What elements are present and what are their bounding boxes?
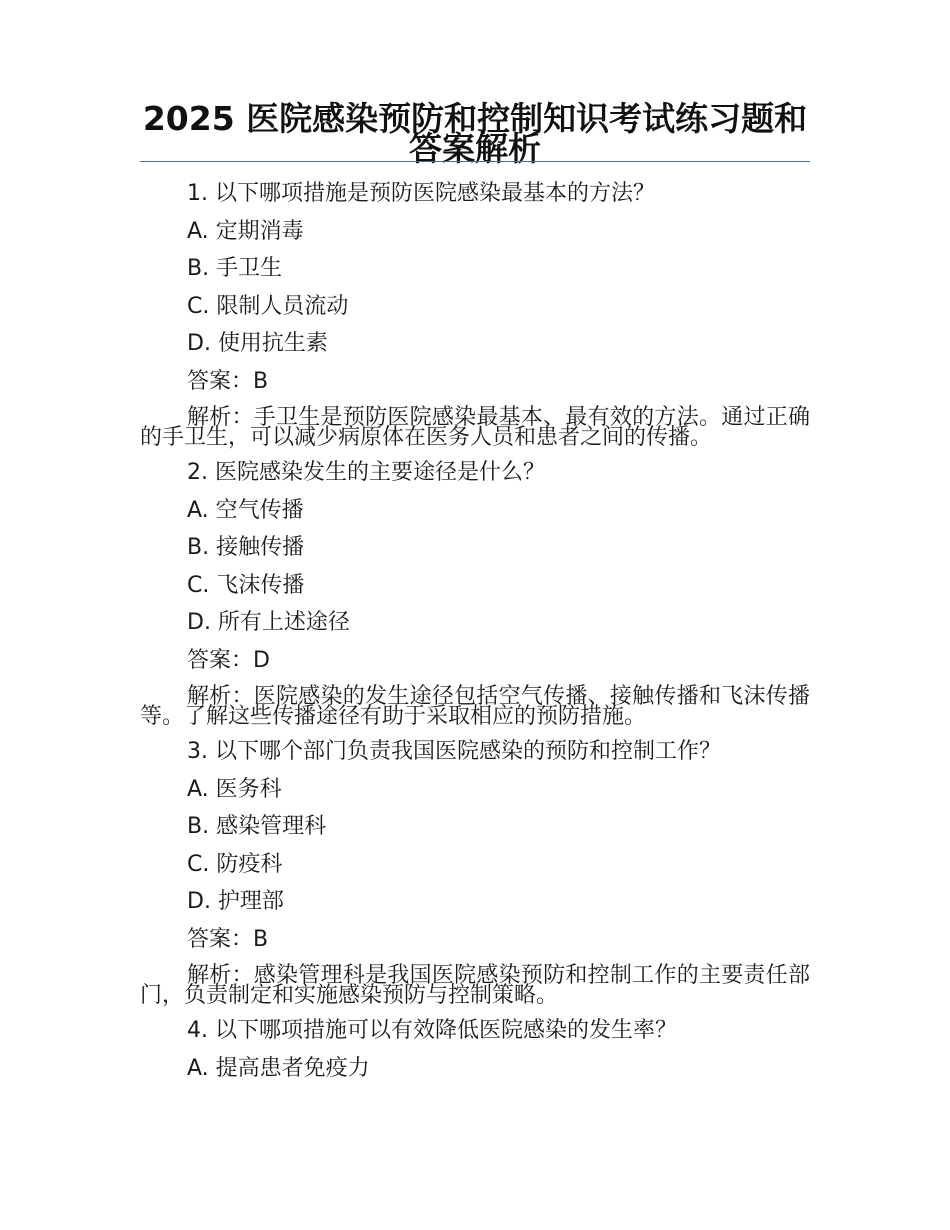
question-text: 2. 医院感染发生的主要途径是什么？ bbox=[187, 460, 545, 485]
option-c: C. 防疫科 bbox=[187, 851, 283, 877]
option-a: A. 定期消毒 bbox=[187, 218, 304, 244]
option-b: B. 手卫生 bbox=[187, 256, 283, 281]
answer-text: 答案：D bbox=[187, 647, 270, 673]
option-a: A. 提高患者免疫力 bbox=[187, 1055, 370, 1081]
option-d: D. 所有上述途径 bbox=[187, 610, 350, 635]
explanation-text: 解析：手卫生是预防医院感染最基本、最有效的方法。通过正确的手卫生，可以减少病原体在医务人员和患者之间的传播。 bbox=[140, 405, 810, 450]
answer-text: 答案：B bbox=[187, 368, 269, 394]
document-title: 2025 医院感染预防和控制知识考试练习题和答案解析 bbox=[142, 99, 808, 168]
question-text: 3. 以下哪个部门负责我国医院感染的预防和控制工作？ bbox=[187, 739, 721, 764]
option-b: B. 接触传播 bbox=[187, 535, 305, 560]
explanation-text: 解析：医院感染的发生途径包括空气传播、接触传播和飞沫传播等。了解这些传播途径有助于采取相应的预防措施。 bbox=[140, 684, 810, 729]
explanation-text: 解析：感染管理科是我国医院感染预防和控制工作的主要责任部门，负责制定和实施感染预防与控制策略。 bbox=[140, 963, 810, 1008]
option-c: C. 限制人员流动 bbox=[187, 293, 349, 319]
question-text: 1. 以下哪项措施是预防医院感染最基本的方法？ bbox=[187, 181, 655, 206]
question-text: 4. 以下哪项措施可以有效降低医院感染的发生率？ bbox=[187, 1018, 677, 1043]
title-underline bbox=[140, 161, 810, 162]
option-a: A. 医务科 bbox=[187, 776, 282, 802]
document-body bbox=[140, 175, 810, 1087]
answer-text: 答案：B bbox=[187, 926, 269, 952]
option-c: C. 飞沫传播 bbox=[187, 572, 305, 598]
option-d: D. 使用抗生素 bbox=[187, 331, 328, 356]
option-d: D. 护理部 bbox=[187, 889, 284, 914]
option-b: B. 感染管理科 bbox=[187, 814, 327, 839]
option-a: A. 空气传播 bbox=[187, 497, 304, 523]
